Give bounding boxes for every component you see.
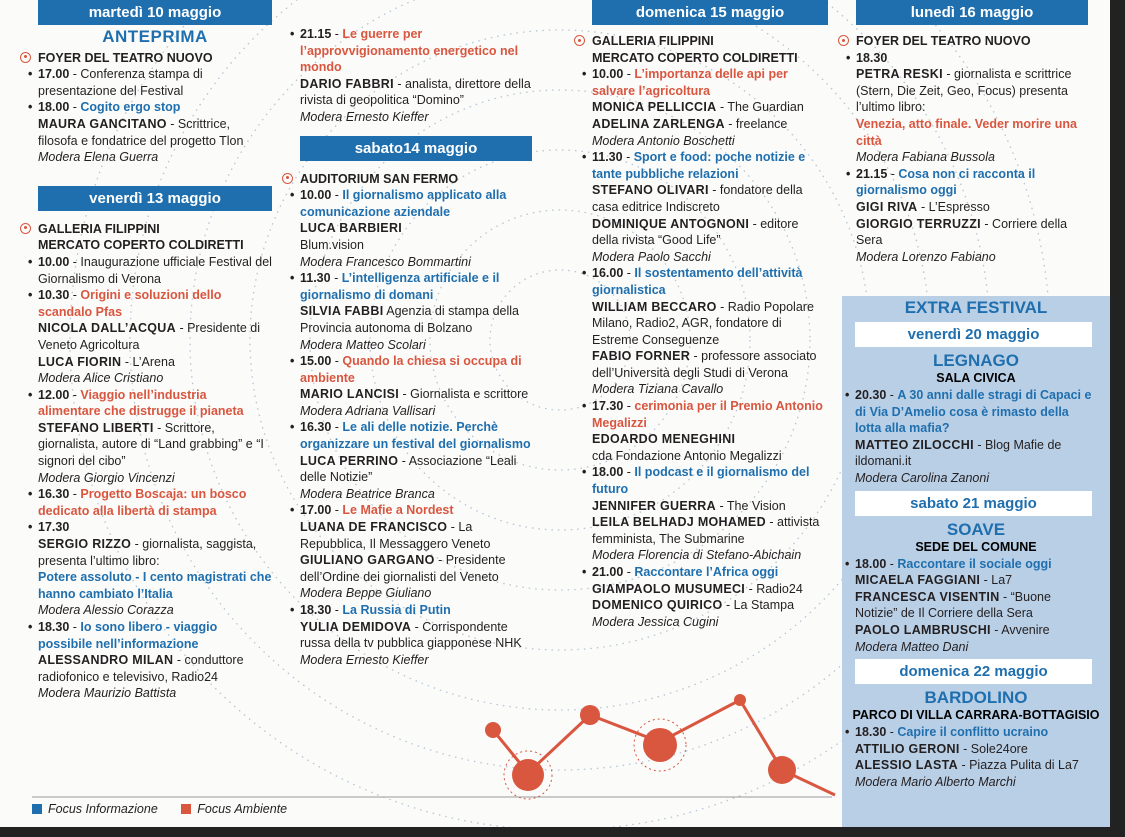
event: • 17.00 - Le Mafie a Nordest LUANA DE FRANCISCO - La Repubblica, Il Messaggero Veneto GIULIANO GARGANO - Presidente dell’Ordine dei giornalisti del Veneto Modera Beppe Giuliano xyxy=(300,502,532,602)
column-1 xyxy=(38,0,272,702)
anteprima-title: ANTEPRIMA xyxy=(102,27,208,46)
venue: SEDE DEL COMUNE xyxy=(915,539,1037,554)
day-header-friday: venerdì 13 maggio xyxy=(38,186,272,211)
event: • 18.30 - Io sono libero - viaggio possibile nell’informazione ALESSANDRO MILAN - conduttore radiofonico e televisivo, Radio24 Modera Maurizio Battista xyxy=(38,619,272,702)
event: • 16.30 - Le ali delle notizie. Perchè organizzare un festival del giornalismo LUCA PERRINO - Associazione “Leali delle Notizie” Modera Beatrice Branca xyxy=(300,419,532,502)
day-header-friday-20: venerdì 20 maggio xyxy=(855,322,1092,347)
blue-square-icon xyxy=(32,804,42,814)
location-pin-icon xyxy=(838,35,849,46)
column-2 xyxy=(300,26,532,668)
red-square-icon xyxy=(181,804,191,814)
event: • 15.00 - Quando la chiesa si occupa di ambiente MARIO LANCISI - Giornalista e scrittore Modera Adriana Vallisari xyxy=(300,353,532,419)
venue: PARCO DI VILLA CARRARA-BOTTAGISIO xyxy=(852,708,1100,723)
day-header-monday: lunedì 16 maggio xyxy=(856,0,1088,25)
event: • 21.15 - Cosa non ci racconta il giornalismo oggi GIGI RIVA - L’Espresso GIORGIO TERRUZZI - Corriere della Sera Modera Lorenzo Fabiano xyxy=(856,166,1088,266)
event: • 18.00 - Cogito ergo stop MAURA GANCITANO - Scrittrice, filosofa e fondatrice del progetto Tlon Modera Elena Guerra xyxy=(38,99,272,165)
venue: AUDITORIUM SAN FERMO xyxy=(282,171,532,188)
column-3 xyxy=(592,0,828,630)
extra-event: • 18.00 - Raccontare il sociale oggi MICAELA FAGGIANI - La7 FRANCESCA VISENTIN - “Buone Notizie” de Il Corriere della Sera PAOLO LAMBRUSCHI - Avvenire Modera Matteo Dani xyxy=(855,556,1095,656)
day-header-tuesday: martedì 10 maggio xyxy=(38,0,272,25)
event: • 16.30 - Progetto Boscaja: un bosco dedicato alla libertà di stampa xyxy=(38,486,272,519)
event: • 17.30 - cerimonia per il Premio Antonio Megalizzi EDOARDO MENEGHINI cda Fondazione Antonio Megalizzi xyxy=(592,398,828,464)
event: • 11.30 - Sport e food: poche notizie e tante pubbliche relazioni STEFANO OLIVARI - fondatore della casa editrice Indiscreto DOMINIQUE ANTOGNONI - editore della rivista “Good Life” Modera Paolo Sacchi xyxy=(592,149,828,265)
event: • 10.00 - L’importanza delle api per salvare l’agricoltura MONICA PELLICCIA - The Guardian ADELINA ZARLENGA - freelance Modera Antonio Boschetti xyxy=(592,66,828,149)
location-pin-icon xyxy=(282,173,293,184)
event: • 16.00 - Il sostentamento dell’attività giornalistica WILLIAM BECCARO - Radio Popolare Milano, Radio2, AGR, fondatore di Estreme Conseguenze FABIO FORNER - professore associato dell’Università degli Studi di Verona Modera Tiziana Cavallo xyxy=(592,265,828,398)
event: • 18.30 - La Russia di Putin YULIA DEMIDOVA - Corrispondente russa della tv pubblica giapponese NHK Modera Ernesto Kieffer xyxy=(300,602,532,668)
city-title: LEGNAGO xyxy=(933,351,1019,370)
city-title: SOAVE xyxy=(946,519,1006,539)
day-header-saturday: sabato14 maggio xyxy=(300,136,532,161)
extra-festival-panel xyxy=(842,296,1110,827)
day-header-saturday-21: sabato 21 maggio xyxy=(855,491,1092,516)
legend: Focus Informazione Focus Ambiente xyxy=(32,802,287,816)
event: • 12.00 - Viaggio nell’industria alimentare che distrugge il pianeta STEFANO LIBERTI - Scrittore, giornalista, autore di “Land grabbing” e “I signori del cibo” Modera Giorgio Vincenzi xyxy=(38,387,272,487)
city-title: BARDOLINO xyxy=(924,688,1028,708)
event: • 11.30 - L’intelligenza artificiale e il giornalismo di domani SILVIA FABBI Agenzia di stampa della Provincia autonoma di Bolzano Modera Matteo Scolari xyxy=(300,270,532,353)
event: • 10.00 - Il giornalismo applicato alla comunicazione aziendale LUCA BARBIERI Blum.vision Modera Francesco Bommartini xyxy=(300,187,532,270)
venue: SALA CIVICA xyxy=(936,371,1016,385)
event: • 10.30 - Origini e soluzioni dello scandalo Pfas NICOLA DALL’ACQUA - Presidente di Veneto Agricoltura LUCA FIORIN - L’Arena Modera Alice Cristiano xyxy=(38,287,272,387)
event: • 18.00 - Il podcast e il giornalismo del futuro JENNIFER GUERRA - The Vision LEILA BELHADJ MOHAMED - attivista femminista, The Submarine Modera Florencia di Stefano-Abichain xyxy=(592,464,828,564)
venue: FOYER DEL TEATRO NUOVO xyxy=(838,33,1088,50)
event: • 17.00 - Conferenza stampa di presentazione del Festival xyxy=(38,66,272,99)
event: • 18.30 PETRA RESKI - giornalista e scrittrice (Stern, Die Zeit, Geo, Focus) presenta l’ultimo libro: Venezia, atto finale. Veder morire una città Modera Fabiana Bussola xyxy=(856,50,1088,166)
extra-event: • 18.30 - Capire il conflitto ucraino ATTILIO GERONI - Sole24ore ALESSIO LASTA - Piazza Pulita di La7 Modera Mario Alberto Marchi xyxy=(855,724,1095,790)
extra-event: • 20.30 - A 30 anni dalle stragi di Capaci e di Via D’Amelio cosa è rimasto della lotta alla mafia? MATTEO ZILOCCHI - Blog Mafie de ildomani.it Modera Carolina Zanoni xyxy=(855,387,1095,487)
event: • 21.00 - Raccontare l’Africa oggi GIAMPAOLO MUSUMECI - Radio24 DOMENICO QUIRICO - La Stampa Modera Jessica Cugini xyxy=(592,564,828,630)
venue: FOYER DEL TEATRO NUOVO xyxy=(20,50,272,67)
event: • 10.00 - Inaugurazione ufficiale Festival del Giornalismo di Verona xyxy=(38,254,272,287)
extra-festival-title: EXTRA FESTIVAL xyxy=(904,298,1048,317)
day-header-sunday: domenica 15 maggio xyxy=(592,0,828,25)
location-pin-icon xyxy=(20,52,31,63)
event: • 17.30 SERGIO RIZZO - giornalista, saggista, presenta l’ultimo libro: Potere assoluto - I cento magistrati che hanno cambiato l’Italia Modera Alessio Corazza xyxy=(38,519,272,619)
event: • 21.15 - Le guerre per l’approvvigionamento energetico nel mondo DARIO FABBRI - analista, direttore della rivista di geopolitica “Domino” Modera Ernesto Kieffer xyxy=(300,26,532,126)
column-4 xyxy=(856,0,1088,265)
venue: GALLERIA FILIPPINI MERCATO COPERTO COLDIRETTI xyxy=(574,33,828,66)
location-pin-icon xyxy=(20,223,31,234)
day-header-sunday-22: domenica 22 maggio xyxy=(855,659,1092,684)
location-pin-icon xyxy=(574,35,585,46)
venue: GALLERIA FILIPPINI MERCATO COPERTO COLDIRETTI xyxy=(20,221,272,254)
